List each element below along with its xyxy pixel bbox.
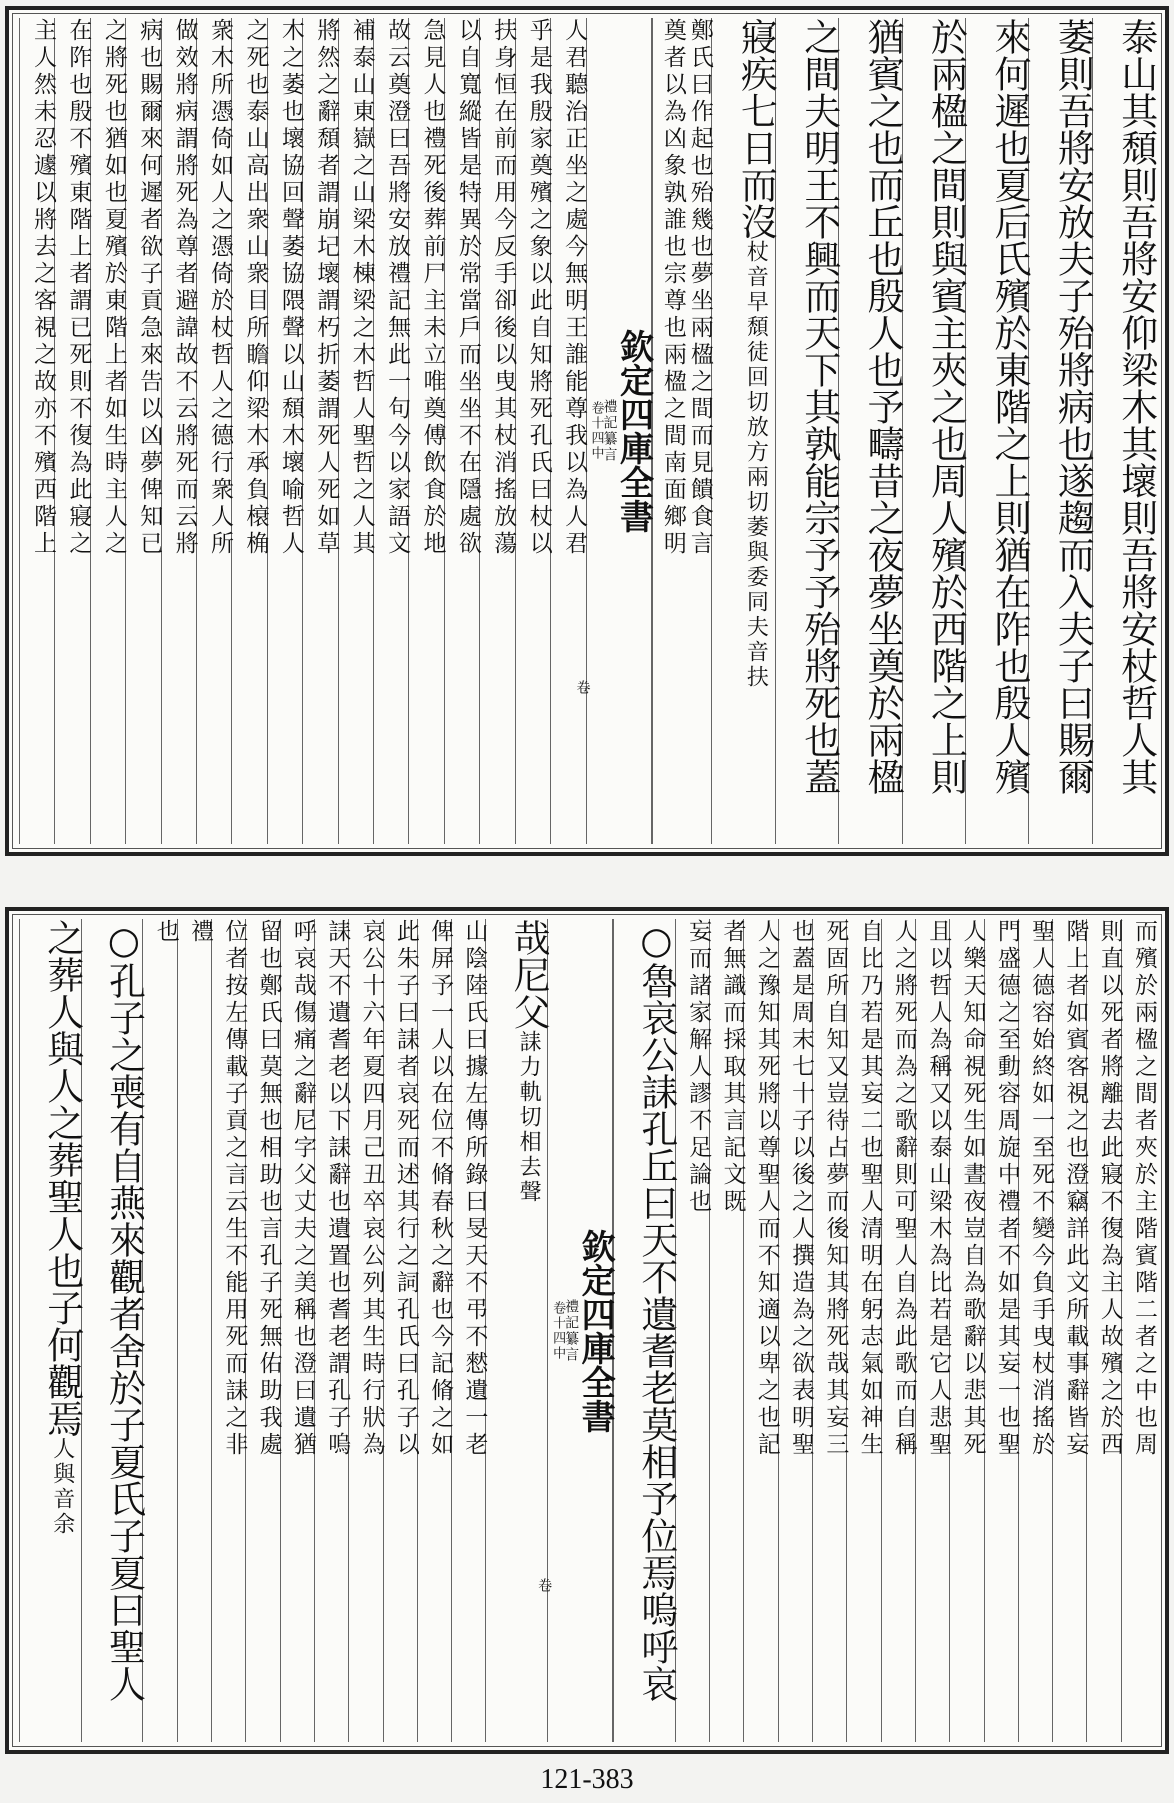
library-title: 欽定四庫全書 (613, 329, 654, 533)
commentary-line: 奠者以為凶象孰誰也宗尊也兩楹之間南面鄉明 (659, 18, 686, 558)
commentary-column: 主人然未忍遽以將去之客視之故亦不殯西階上 (19, 18, 54, 844)
main-text: 之葬人與人之葬聖人也子何觀焉 (40, 919, 84, 1437)
inline-note-line: 人與 (49, 1437, 75, 1487)
inline-note (516, 1030, 541, 1205)
main-text-column: ○魯哀公誄孔丘曰天不遺耆老莫相予位焉嗚呼哀 (613, 919, 675, 1742)
inline-note-line: 相去聲 (516, 1130, 542, 1205)
commentary-column: 門盛德之至動容周旋中禮者不如是其妄一也聖 (984, 919, 1018, 1742)
commentary-column: 人之將死而為之歌辭則可聖人自為此歌而自稱 (881, 919, 915, 1742)
commentary-column: 死固所自知又豈待占夢而後知其將死哉其妄三 (812, 919, 846, 1742)
main-text-column: ○孔子之喪有自燕來觀者舍於子夏氏子夏曰聖人 (81, 919, 143, 1742)
commentary-column: 哀公十六年夏四月己丑卒哀公列其生時行狀為 (348, 919, 382, 1742)
center-fold-column (536, 919, 616, 1742)
commentary-column: 且以哲人為稱又以泰山梁木為比若是它人悲聖 (915, 919, 949, 1742)
mixed-text-column (19, 919, 84, 1742)
commentary-column: 故云奠澄曰吾將安放禮記無此一句今以家語文 (373, 18, 408, 844)
commentary-column: 也蓋是周末七十子以後之人撰造為之欲表明聖 (778, 919, 812, 1742)
main-text-column: 來何遲也夏后氏殯於東階之上則猶在阼也殷人殯 (965, 18, 1028, 844)
commentary-column: 乎是我殷家奠殯之象以此自知將死孔氏曰杖以 (515, 18, 550, 844)
commentary-column: 之死也泰山高出衆山衆目所瞻仰梁木承負榱桷 (231, 18, 266, 844)
top-page (5, 6, 1169, 856)
double-commentary-column (652, 18, 711, 844)
commentary-column: 在阼也殷不殯東階上者謂已死則不復為此寢之 (54, 18, 89, 844)
book-title: 禮記纂言 (563, 1298, 580, 1363)
commentary-column: 之將死也猶如也夏殯於東階上者如生時主人之 (90, 18, 125, 844)
juan-label: 卷十四中 (550, 1300, 566, 1361)
page-number: 121-383 (540, 1764, 634, 1795)
commentary-column: 木之萎也壞協回聲萎協隈聲以山頹木壞喻哲人 (267, 18, 302, 844)
commentary-column: 俾屏予一人以在位不脩春秋之辭也今記脩之如 (417, 919, 451, 1742)
inline-note (743, 240, 768, 690)
bottom-page-columns (19, 919, 1155, 1742)
commentary-column: 自比乃若是其妄二也聖人清明在躬志氣如神生 (846, 919, 880, 1742)
inline-note (50, 1437, 75, 1537)
commentary-column: 山陰陸氏曰據左傳所錄曰旻天不弔不憖遺一老 (451, 919, 485, 1742)
main-text-column: 萎則吾將安放夫子殆將病也遂趨而入夫子曰賜爾 (1028, 18, 1091, 844)
book-title: 禮記纂言 (601, 399, 618, 463)
commentary-column: 而殯於兩楹之間者夾於主階賓階二者之中也周 (1121, 919, 1155, 1742)
commentary-column: 妄而諸家解人謬不足論也 (675, 919, 709, 1742)
commentary-column: 聖人德容始終如一至死不變今負手曳杖消搖於 (1018, 919, 1052, 1742)
commentary-column: 人樂天知命視死生如晝夜豈自為歌辭以悲其死 (949, 919, 983, 1742)
commentary-column: 人之豫知其死將以尊聖人而不知適以卑之也記 (743, 919, 777, 1742)
bottom-page (5, 907, 1169, 1754)
main-text: 寢疾七日而沒 (734, 18, 778, 240)
commentary-column: 階上者如賓客視之也澄竊詳此文所載事辭皆妄 (1052, 919, 1086, 1742)
top-page-columns (19, 18, 1158, 844)
commentary-column: 則直以死者將離去此寢不復為主人故殯之於西 (1086, 919, 1120, 1742)
inline-note-line: 誄力軌切 (516, 1030, 542, 1130)
commentary-column: 人君聽治正坐之處今無明王誰能尊我以為人君 (550, 18, 585, 844)
commentary-column: 誄天不遺耆老以下誄辭也遺置也耆老謂孔子嗚 (314, 919, 348, 1742)
commentary-column: 扶身恒在前而用今反手卻後以曳其杖消搖放蕩 (479, 18, 514, 844)
mixed-text-column (711, 18, 778, 844)
commentary-column: 病也賜爾來何遲者欲子貢急來告以凶夢俾知已 (125, 18, 160, 844)
commentary-column: 補泰山東嶽之山梁木棟梁之木哲人聖哲之人其 (338, 18, 373, 844)
commentary-column: 也 (142, 919, 176, 1742)
commentary-column: 此朱子曰誄者哀死而述其行之詞孔氏曰孔子以 (383, 919, 417, 1742)
main-text: 哉尼父 (507, 919, 551, 1030)
main-text-column: 於兩楹之間則與賓主夾之也周人殯於西階之上則 (902, 18, 965, 844)
commentary-column: 做效將病謂將死為尊者避諱故不云將死而云將 (161, 18, 196, 844)
commentary-column: 將然之辭頹者謂崩圮壞謂朽折萎謂死人死如草 (302, 18, 337, 844)
commentary-column: 者無識而採取其言記文既 (709, 919, 743, 1742)
inline-note-line: 杖音早頹徒回切放方 (743, 240, 769, 465)
folio-number: 卷 (536, 1578, 553, 1592)
inline-note-line: 音余 (49, 1487, 75, 1537)
commentary-column: 留也鄭氏曰莫無也相助也言孔子死無佑助我處 (245, 919, 279, 1742)
inline-note-line: 兩切萎與委同夫音扶 (743, 465, 769, 690)
mixed-text-column (485, 919, 551, 1742)
commentary-column: 以自寬縱皆是特異於常當戶而坐坐不在隱處欲 (444, 18, 479, 844)
commentary-line: 鄭氏曰作起也殆幾也夢坐兩楹之間而見饋食言 (686, 18, 713, 558)
commentary-column: 衆木所憑倚如人之憑倚於杖哲人之德行衆人所 (196, 18, 231, 844)
main-text-column: 之間夫明王不興而天下其孰能宗予予殆將死也蓋 (775, 18, 838, 844)
library-title: 欽定四庫全書 (575, 1228, 616, 1433)
main-text-column: 猶賓之也而丘也殷人也予疇昔之夜夢坐奠於兩楹 (838, 18, 901, 844)
commentary-column: 禮 (177, 919, 211, 1742)
juan-label: 卷十四中 (588, 401, 604, 461)
main-text-column: 泰山其頹則吾將安仰梁木其壞則吾將安杖哲人其 (1092, 18, 1155, 844)
commentary-column: 位者按左傳載子貢之言云生不能用死而誄之非 (211, 919, 245, 1742)
commentary-column: 急見人也禮死後葬前尸主未立唯奠傅飲食於地 (408, 18, 443, 844)
commentary-column: 呼哀哉傷痛之辭尼字父丈夫之美稱也澄曰遺猶 (280, 919, 314, 1742)
folio-number: 卷 (574, 680, 591, 694)
